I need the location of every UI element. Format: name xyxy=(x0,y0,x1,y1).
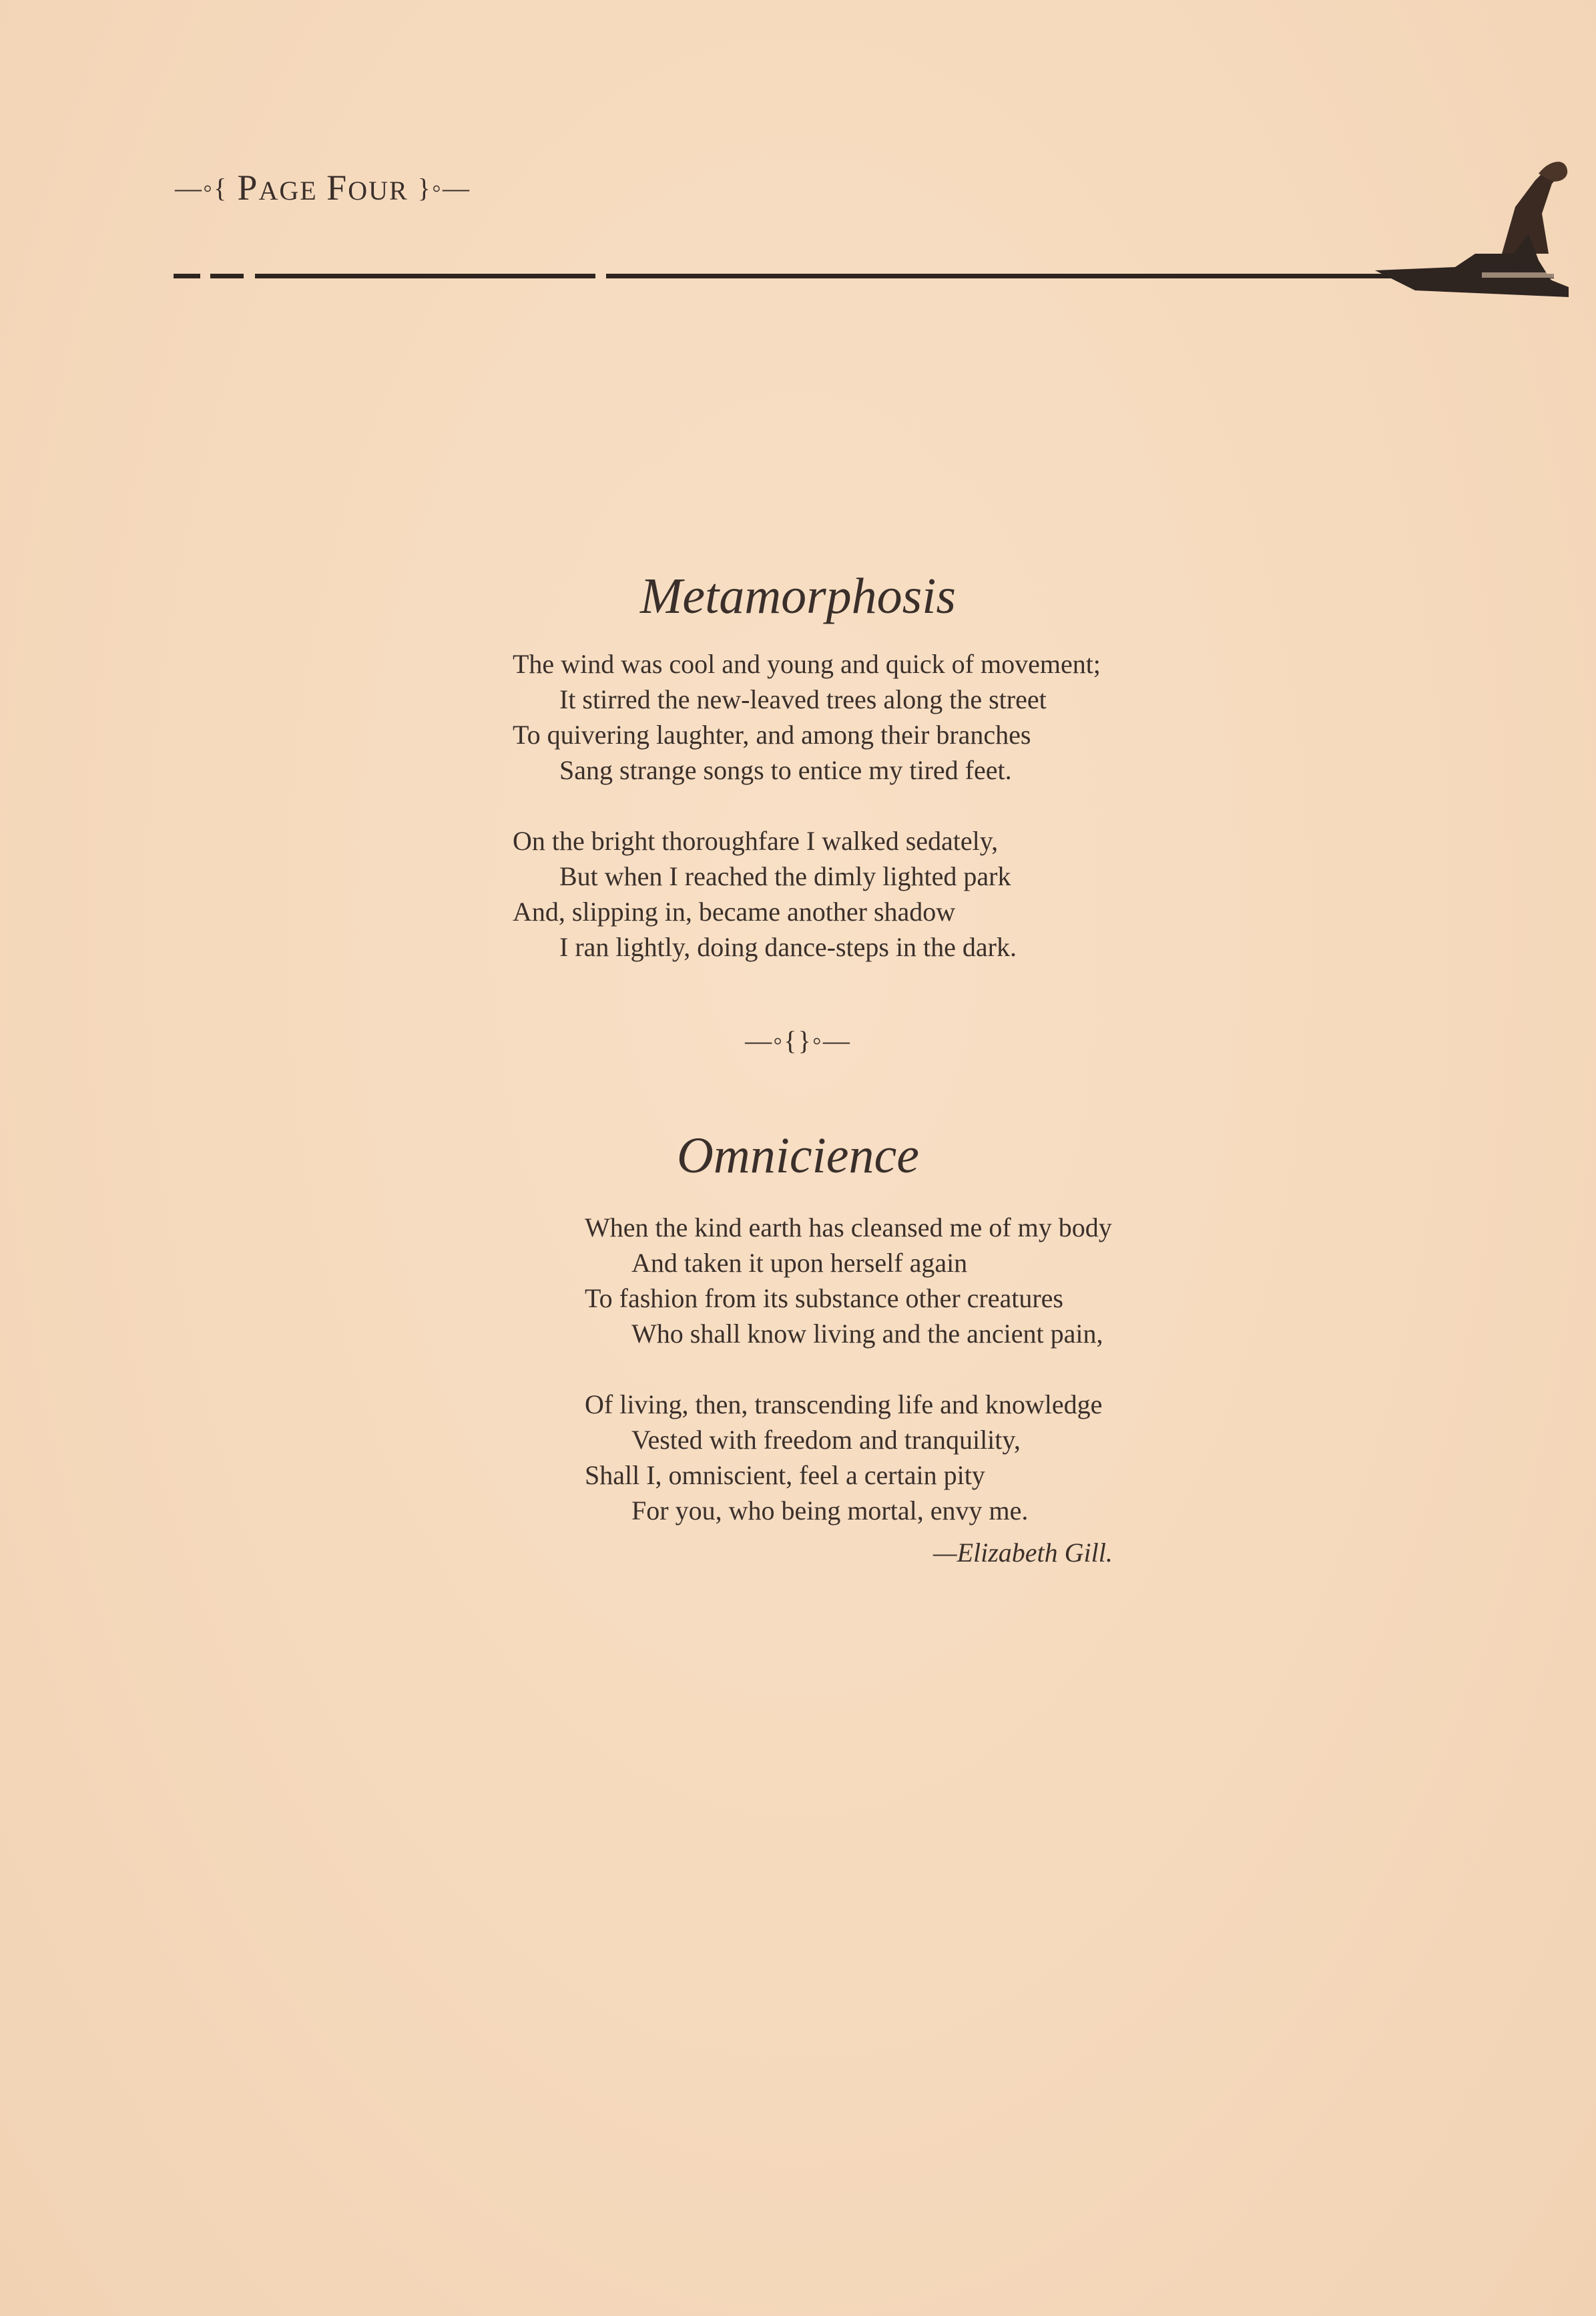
poem-line: Vested with freedom and tranquility, xyxy=(631,1425,1021,1455)
header-rule xyxy=(174,272,1562,280)
poem-line: The wind was cool and young and quick of movement; xyxy=(513,649,1101,679)
poem-line: It stirred the new-leaved trees along the street xyxy=(559,684,1047,714)
poem-line: And taken it upon herself again xyxy=(631,1248,968,1278)
poem-body xyxy=(513,646,1101,965)
page-label: PAGE FOUR xyxy=(237,168,409,208)
poem-line: Shall I, omniscient, feel a certain pity xyxy=(585,1460,985,1490)
poem-line: On the bright thoroughfare I walked sedately, xyxy=(513,826,999,856)
poem-line: When the kind earth has cleansed me of my body xyxy=(585,1212,1112,1242)
right-ornament-icon: }◦— xyxy=(417,172,471,203)
poem-line: For you, who being mortal, envy me. xyxy=(631,1495,1029,1526)
poem-line: Sang strange songs to entice my tired feet. xyxy=(559,755,1012,785)
poem-line: To fashion from its substance other creatures xyxy=(585,1283,1063,1313)
left-ornament-icon: —◦{ xyxy=(175,172,228,203)
author-signature: —Elizabeth Gill. xyxy=(933,1538,1113,1568)
poem-line: And, slipping in, became another shadow xyxy=(513,897,956,927)
poem-line: But when I reached the dimly lighted park xyxy=(559,861,1011,891)
poem-body xyxy=(585,1210,1112,1528)
poem-line: To quivering laughter, and among their branches xyxy=(513,720,1031,750)
poem-line: Who shall know living and the ancient pain, xyxy=(631,1319,1103,1349)
poem-line: Of living, then, transcending life and knowledge xyxy=(585,1389,1103,1419)
poem-title: Metamorphosis xyxy=(640,568,956,624)
dancer-figure-icon xyxy=(1375,154,1569,300)
poem-title: Omnicience xyxy=(677,1128,919,1184)
poem-line: I ran lightly, doing dance-steps in the dark. xyxy=(559,932,1017,962)
page-header xyxy=(175,167,471,208)
section-divider-ornament-icon: —◦{}◦— xyxy=(745,1025,851,1056)
